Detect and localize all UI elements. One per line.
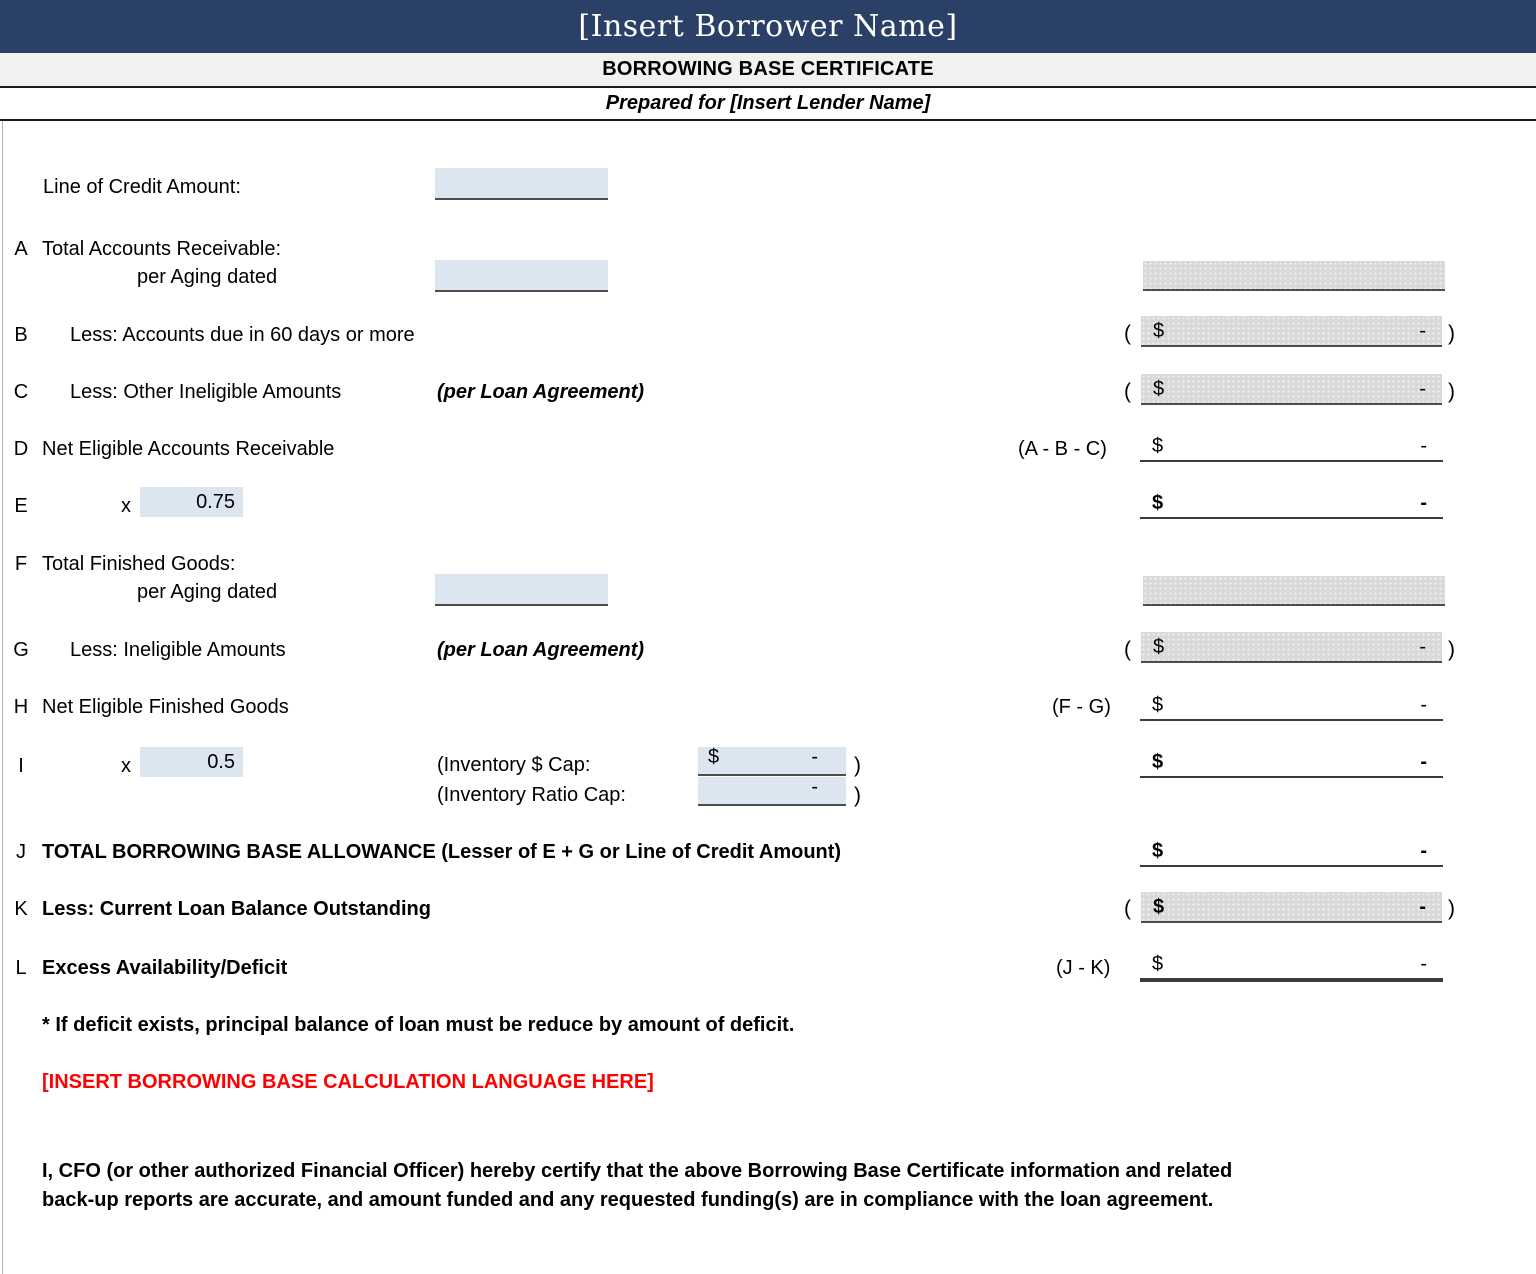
accounts-60-days-amount-field[interactable] [1141, 316, 1442, 347]
formula-a-b-c: (A - B - C) [1018, 438, 1107, 460]
ar-advance-rate-cell[interactable]: 0.75 [140, 487, 243, 517]
net-eligible-ar-amount-field[interactable] [1140, 433, 1443, 462]
formula-f-g: (F - G) [1052, 696, 1111, 718]
currency-symbol: $ [1152, 694, 1164, 716]
total-borrowing-base-amount-field[interactable] [1140, 838, 1443, 867]
amount-placeholder: - [1420, 694, 1427, 716]
currency-symbol: $ [1153, 636, 1165, 658]
sheet-left-border [2, 121, 3, 1274]
multiplier-x-label: x [121, 755, 131, 777]
total-finished-goods-amount-field[interactable] [1143, 576, 1445, 606]
close-paren: ) [854, 784, 861, 807]
amount-placeholder: - [1420, 840, 1427, 862]
deficit-note: * If deficit exists, principal balance of loan must be reduce by amount of deficit. [42, 1014, 795, 1036]
line-of-credit-input[interactable] [435, 168, 608, 200]
fg-aging-date-input[interactable] [435, 574, 608, 606]
certification-statement: I, CFO (or other authorized Financial Officer) hereby certify that the above Borrowing Base Certificate information and related back-up reports are accurate, and amount funded and any requested funding(s) are in compliance with the loan agreement. [42, 1160, 1233, 1211]
amount-placeholder: - [1419, 636, 1426, 658]
total-ar-amount-field[interactable] [1143, 261, 1445, 291]
amount-placeholder: - [1419, 896, 1426, 918]
total-finished-goods-label: Total Finished Goods: [42, 553, 236, 575]
excess-availability-amount-field[interactable] [1140, 952, 1443, 982]
row-letter-c: C [13, 381, 29, 403]
inventory-availability-amount-field[interactable] [1140, 749, 1443, 778]
ar-aging-date-input[interactable] [435, 260, 608, 292]
row-letter-d: D [13, 438, 29, 460]
amount-placeholder: - [1420, 751, 1427, 773]
amount-placeholder: - [1420, 953, 1427, 975]
close-paren: ) [1448, 322, 1455, 345]
inventory-ratio-cap-label: (Inventory Ratio Cap: [437, 784, 626, 806]
row-letter-b: B [14, 324, 28, 346]
borrower-name-title: [Insert Borrower Name] [578, 9, 958, 44]
amount-placeholder: - [1419, 378, 1426, 400]
inventory-advance-rate-cell[interactable]: 0.5 [140, 747, 243, 777]
currency-symbol: $ [1153, 896, 1165, 918]
total-ar-label: Total Accounts Receivable: [42, 238, 282, 260]
current-loan-balance-amount-field[interactable] [1141, 892, 1442, 923]
close-paren: ) [1448, 638, 1455, 661]
net-eligible-ar-label: Net Eligible Accounts Receivable [42, 438, 335, 460]
amount-placeholder: - [1420, 435, 1427, 457]
open-paren: ( [1124, 897, 1131, 920]
per-loan-agreement-note: (per Loan Agreement) [437, 639, 645, 661]
currency-symbol: $ [1152, 953, 1164, 975]
insert-calculation-language-placeholder: [INSERT BORROWING BASE CALCULATION LANGUAGE HERE] [42, 1071, 654, 1093]
row-letter-j: J [16, 841, 26, 863]
row-letter-l: L [15, 957, 27, 979]
amount-placeholder: - [1419, 320, 1426, 342]
row-letter-a: A [14, 238, 28, 260]
row-letter-e: E [14, 495, 28, 517]
currency-symbol: $ [1152, 840, 1164, 862]
currency-symbol: $ [1152, 492, 1164, 514]
amount-placeholder: - [1420, 492, 1427, 514]
certificate-title: BORROWING BASE CERTIFICATE [602, 58, 934, 80]
borrower-name-banner [0, 0, 1536, 53]
close-paren: ) [1448, 380, 1455, 403]
formula-j-k: (J - K) [1056, 957, 1111, 979]
ar-availability-amount-field[interactable] [1140, 490, 1443, 519]
inventory-dollar-cap-field[interactable] [698, 747, 846, 776]
inventory-ratio-cap-field[interactable] [698, 777, 846, 806]
amount-placeholder: - [811, 776, 818, 798]
row-letter-h: H [13, 696, 29, 718]
row-letter-g: G [13, 639, 29, 661]
open-paren: ( [1124, 638, 1131, 661]
line-of-credit-label: Line of Credit Amount: [43, 176, 241, 198]
multiplier-x-label: x [121, 495, 131, 517]
certificate-title-banner [0, 53, 1536, 88]
row-letter-k: K [14, 898, 28, 920]
total-borrowing-base-label: TOTAL BORROWING BASE ALLOWANCE (Lesser of E + G or Line of Credit Amount) [42, 841, 842, 863]
prepared-for-text: Prepared for [Insert Lender Name] [605, 92, 931, 114]
less-ineligible-label: Less: Ineligible Amounts [70, 639, 286, 661]
less-accounts-60-days-label: Less: Accounts due in 60 days or more [70, 324, 415, 346]
close-paren: ) [1448, 897, 1455, 920]
currency-symbol: $ [1152, 751, 1164, 773]
per-loan-agreement-note: (per Loan Agreement) [437, 381, 645, 403]
open-paren: ( [1124, 322, 1131, 345]
net-eligible-fg-label: Net Eligible Finished Goods [42, 696, 289, 718]
ineligible-amount-field[interactable] [1141, 632, 1442, 663]
less-other-ineligible-label: Less: Other Ineligible Amounts [70, 381, 342, 403]
close-paren: ) [854, 754, 861, 777]
open-paren: ( [1124, 380, 1131, 403]
excess-availability-label: Excess Availability/Deficit [42, 957, 288, 979]
amount-placeholder: - [811, 746, 818, 768]
currency-symbol: $ [1153, 378, 1165, 400]
net-eligible-fg-amount-field[interactable] [1140, 692, 1443, 721]
prepared-for-banner [0, 88, 1536, 121]
ar-aging-dated-label: per Aging dated [137, 266, 278, 288]
less-current-loan-balance-label: Less: Current Loan Balance Outstanding [42, 898, 431, 920]
row-letter-i: I [18, 755, 24, 777]
currency-symbol: $ [708, 746, 720, 768]
inventory-dollar-cap-label: (Inventory $ Cap: [437, 754, 591, 776]
other-ineligible-amount-field[interactable] [1141, 374, 1442, 405]
currency-symbol: $ [1152, 435, 1164, 457]
fg-aging-dated-label: per Aging dated [137, 581, 278, 603]
row-letter-f: F [14, 553, 28, 575]
currency-symbol: $ [1153, 320, 1165, 342]
